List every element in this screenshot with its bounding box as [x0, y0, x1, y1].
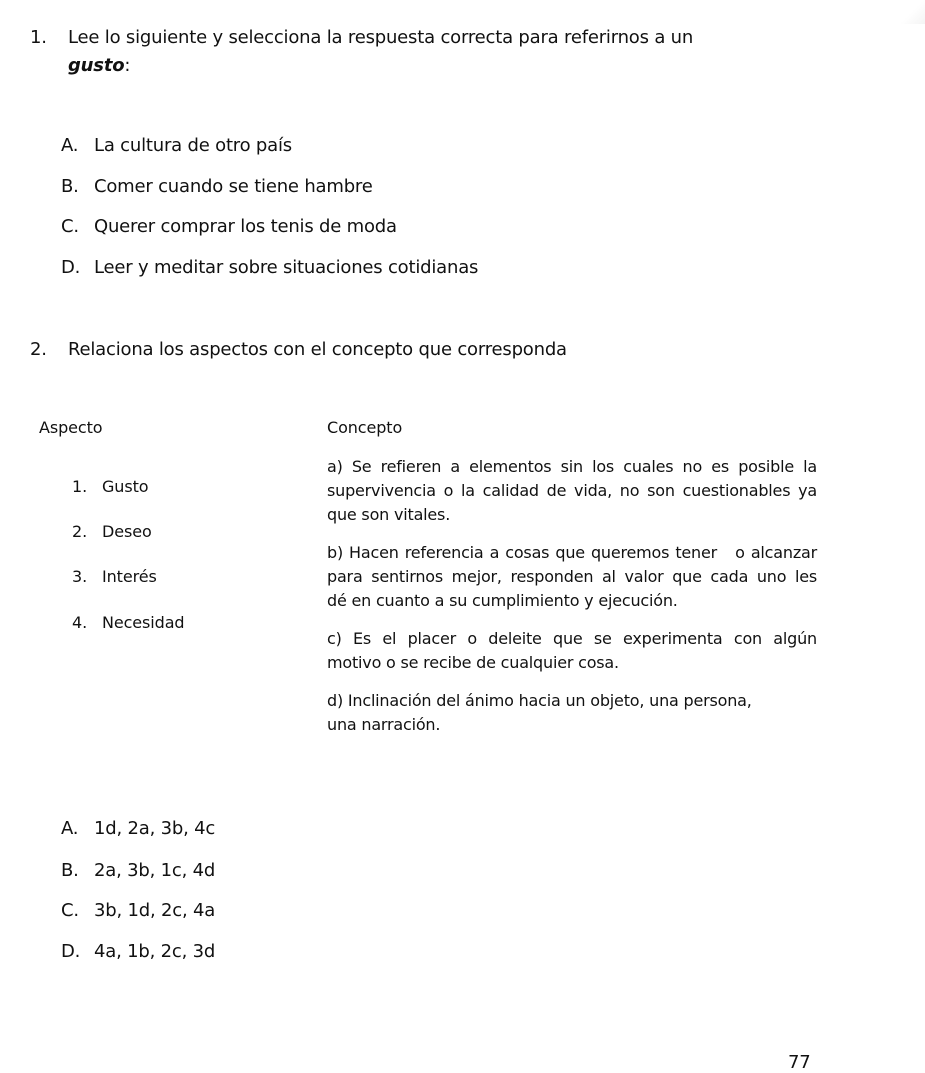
q1-number: 1. — [30, 27, 47, 48]
q2-option-letter: A. — [61, 818, 79, 839]
concept-line: para sentirnos mejor, responden al valor que cada uno les — [327, 567, 817, 586]
aspect-label: Deseo — [102, 522, 152, 541]
q2-option-text: 4a, 1b, 2c, 3d — [94, 941, 216, 962]
aspect-item — [72, 522, 152, 541]
aspect-number: 3. — [72, 567, 88, 586]
q1-option-d[interactable] — [61, 257, 479, 278]
q2-prompt: Relaciona los aspectos con el concepto que corresponda — [68, 339, 567, 360]
aspect-label: Necesidad — [102, 613, 185, 632]
concept-line: b) Hacen referencia a cosas que queremos tener o alcanzar — [327, 543, 817, 562]
concept-line: a) Se refieren a elementos sin los cuales no es posible la — [327, 457, 817, 476]
concept-line: supervivencia o la calidad de vida, no son cuestionables ya — [327, 481, 817, 500]
concept-c — [327, 627, 817, 675]
concept-line: una narración. — [327, 715, 441, 734]
aspect-number: 4. — [72, 613, 88, 632]
q2-option-c[interactable] — [61, 900, 216, 921]
aspect-number: 1. — [72, 477, 88, 496]
q1-option-b[interactable] — [61, 176, 373, 197]
page-corner-shadow — [885, 0, 925, 24]
q1-option-letter: C. — [61, 216, 79, 237]
aspect-item — [72, 613, 185, 632]
q1-option-letter: A. — [61, 135, 79, 156]
q2-option-text: 3b, 1d, 2c, 4a — [94, 900, 216, 921]
q1-option-letter: B. — [61, 176, 79, 197]
concept-line: c) Es el placer o deleite que se experimenta con algún — [327, 629, 817, 648]
concept-line: dé en cuanto a su cumplimiento y ejecución. — [327, 591, 678, 610]
q2-option-a[interactable] — [61, 818, 216, 839]
concept-a — [327, 455, 817, 527]
q1-option-a[interactable] — [61, 135, 292, 156]
q2-option-d[interactable] — [61, 941, 216, 962]
q2-option-letter: D. — [61, 941, 81, 962]
q1-option-text: Leer y meditar sobre situaciones cotidianas — [94, 257, 479, 278]
q2-option-b[interactable] — [61, 860, 216, 881]
concept-line: que son vitales. — [327, 505, 451, 524]
q2-option-text: 1d, 2a, 3b, 4c — [94, 818, 216, 839]
aspect-item — [72, 477, 149, 496]
q1-emphasis-suffix: : — [124, 55, 131, 76]
q1-emphasis: gusto — [68, 55, 125, 76]
q1-option-text: Querer comprar los tenis de moda — [94, 216, 397, 237]
q2-option-letter: C. — [61, 900, 79, 921]
q1-option-c[interactable] — [61, 216, 397, 237]
aspect-header: Aspecto — [39, 418, 103, 437]
page-number: 77 — [788, 1052, 811, 1073]
aspect-label: Gusto — [102, 477, 149, 496]
concept-line: d) Inclinación del ánimo hacia un objeto, una persona, — [327, 691, 752, 710]
concept-d — [327, 689, 817, 737]
q1-prompt: Lee lo siguiente y selecciona la respuesta correcta para referirnos a un — [68, 27, 694, 48]
q1-emphasis-line — [68, 55, 130, 76]
aspect-item — [72, 567, 157, 586]
concept-header: Concepto — [327, 418, 403, 437]
q1-option-text: Comer cuando se tiene hambre — [94, 176, 373, 197]
q1-option-text: La cultura de otro país — [94, 135, 292, 156]
q1-option-letter: D. — [61, 257, 81, 278]
q2-number: 2. — [30, 339, 47, 360]
concept-line: motivo o se recibe de cualquier cosa. — [327, 653, 619, 672]
aspect-label: Interés — [102, 567, 157, 586]
concept-b — [327, 541, 817, 613]
q2-option-text: 2a, 3b, 1c, 4d — [94, 860, 216, 881]
aspect-number: 2. — [72, 522, 88, 541]
q2-option-letter: B. — [61, 860, 79, 881]
